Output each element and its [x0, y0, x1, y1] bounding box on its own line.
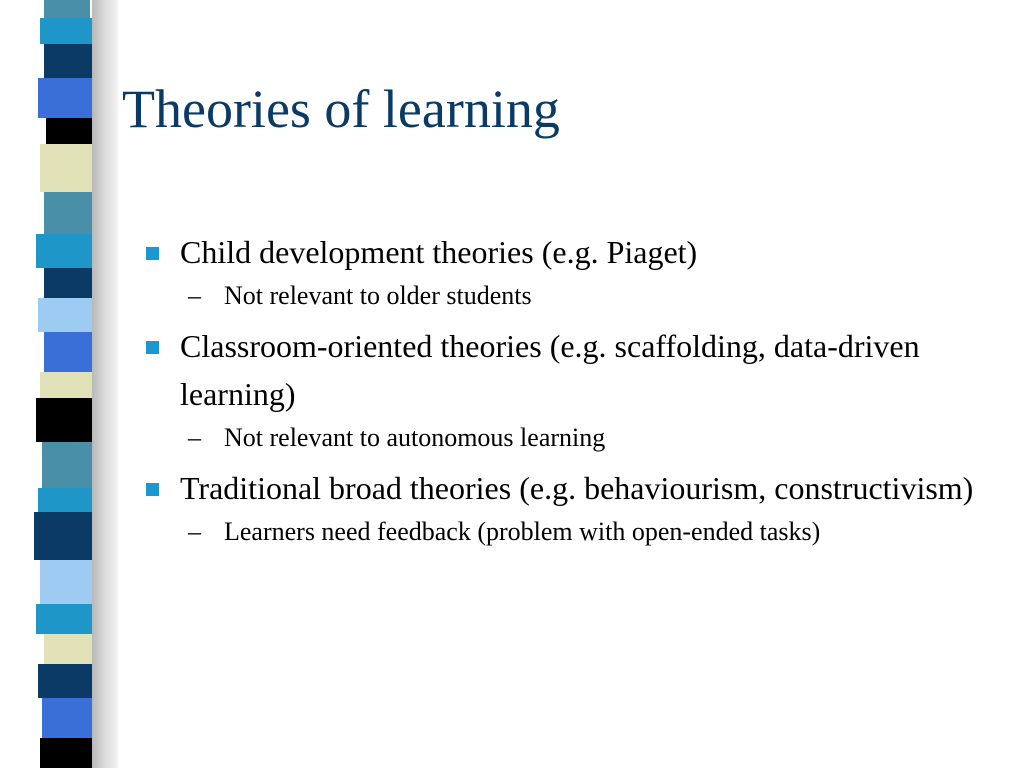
stripe-block [40, 18, 92, 44]
stripe-block [40, 560, 92, 604]
stripe-block [38, 488, 92, 512]
bullet-item [140, 464, 1000, 512]
sub-bullet-item [140, 512, 1000, 552]
stripe-block [42, 442, 92, 488]
stripe-block [36, 234, 92, 268]
bullet-text: Classroom-oriented theories (e.g. scaffolding, data-driven learning) [180, 328, 920, 412]
stripe-block [38, 298, 92, 332]
dash-marker: – [188, 281, 201, 310]
dash-marker: – [188, 423, 201, 452]
bullet-list [140, 228, 1000, 552]
stripe-block [44, 268, 92, 298]
stripe-block [46, 118, 92, 144]
sub-bullet-item [140, 418, 1000, 458]
bullet-text: Traditional broad theories (e.g. behaviourism, constructivism) [180, 470, 974, 506]
square-bullet-icon [146, 247, 159, 260]
stripe-block [44, 44, 92, 78]
stripe-block [34, 512, 92, 560]
bullet-item [140, 322, 1000, 418]
sub-bullet-text: Not relevant to autonomous learning [224, 423, 606, 452]
stripe-block [44, 0, 90, 18]
stripe-block [40, 372, 92, 398]
stripe-block [38, 664, 92, 698]
square-bullet-icon [146, 483, 159, 496]
stripe-block [42, 698, 92, 738]
stripe-block [36, 604, 92, 634]
stripe-block [36, 398, 92, 442]
sub-bullet-text: Not relevant to older students [224, 281, 532, 310]
stripe-block [40, 144, 92, 192]
stripe-block [38, 78, 92, 118]
square-bullet-icon [146, 341, 159, 354]
stripe-block [44, 332, 92, 372]
slide-title: Theories of learning [122, 79, 560, 139]
sub-bullet-item [140, 276, 1000, 316]
stripe-block [40, 738, 92, 768]
stripe-block [44, 634, 92, 664]
bullet-item [140, 228, 1000, 276]
dash-marker: – [188, 517, 201, 546]
bullet-text: Child development theories (e.g. Piaget) [180, 234, 698, 270]
sub-bullet-text: Learners need feedback (problem with open-ended tasks) [224, 517, 821, 546]
stripe-block [44, 192, 92, 234]
